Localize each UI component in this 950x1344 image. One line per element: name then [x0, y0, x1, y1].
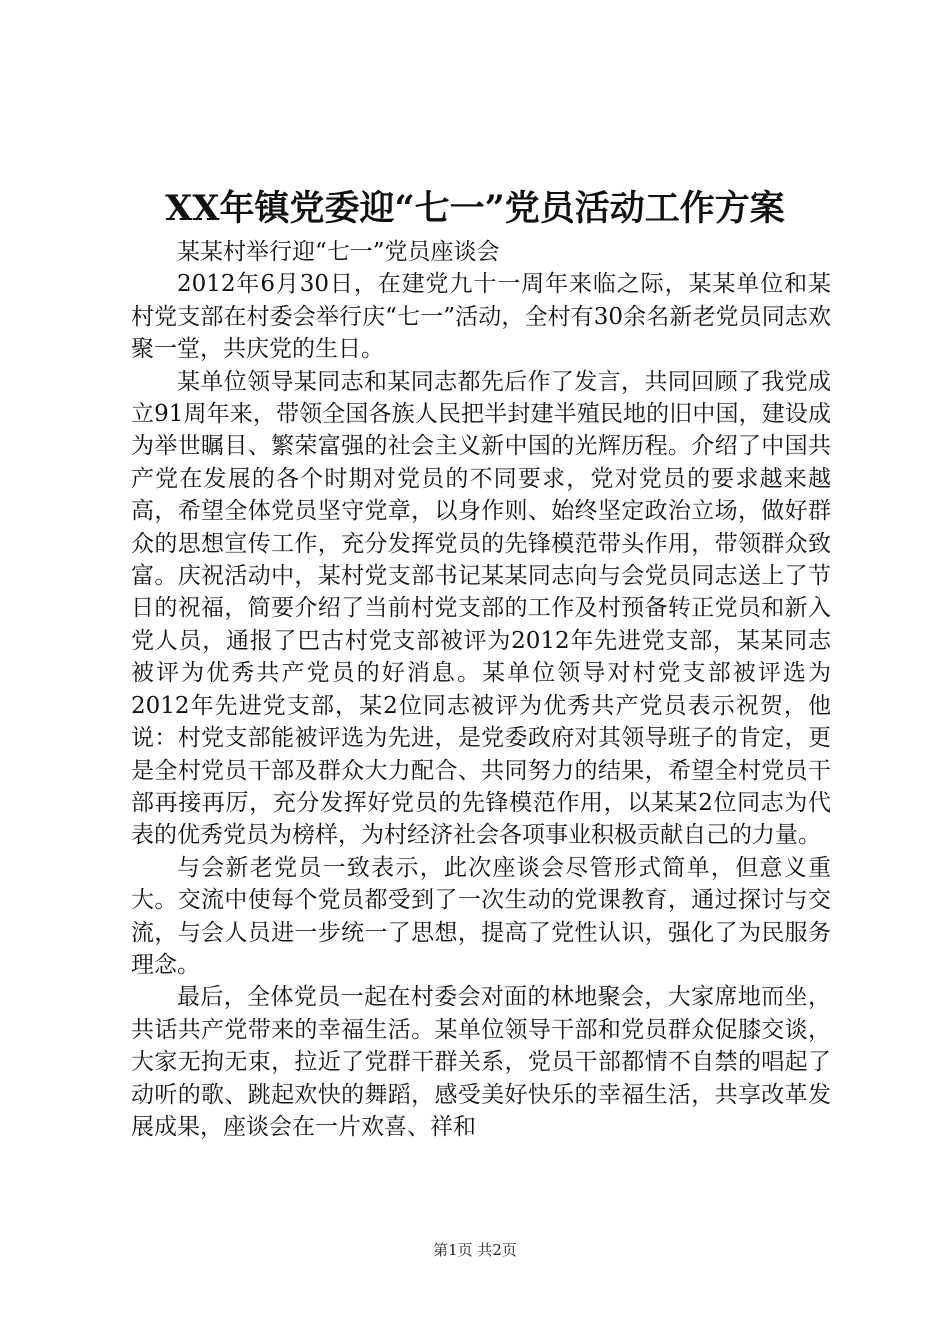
- page-footer: 第1页 共2页: [433, 1241, 517, 1259]
- paragraph-2: 某单位领导某同志和某同志都先后作了发言，共同回顾了我党成立91周年来，带领全国各族人民把半封建半殖民地的旧中国，建设成为举世瞩目、繁荣富强的社会主义新中国的光辉历程。介绍了中国共产党在发展的各个时期对党员的不同要求，党对党员的要求越来越高，希望全体党员坚守党章，以身作则、始终坚定政治立场，做好群众的思想宣传工作，充分发挥党员的先锋模范带头作用，带领群众致富。庆祝活动中，某村党支部书记某某同志向与会党员同志送上了节日的祝福，简要介绍了当前村党支部的工作及村预备转正党员和新入党人员，通报了巴古村党支部被评为2012年先进党支部，某某同志被评为优秀共产党员的好消息。某单位领导对村党支部被评选为2012年先进党支部，某2位同志被评为优秀共产党员表示祝贺，他说：村党支部能被评选为先进，是党委政府对其领导班子的肯定，更是全村党员干部及群众大力配合、共同努力的结果，希望全村党员干部再接再厉，充分发挥好党员的先锋模范作用，以某某2位同志为代表的优秀党员为榜样，为村经济社会各项事业积极贡献自己的力量。: [131, 368, 831, 849]
- paragraph-3: 与会新老党员一致表示，此次座谈会尽管形式简单，但意义重大。交流中使每个党员都受到了一次生动的党课教育，通过探讨与交流，与会人员进一步统一了思想，提高了党性认识，强化了为民服务理念。: [131, 854, 831, 978]
- document-title: XX年镇党委迎“七一”党员活动工作方案: [165, 188, 785, 229]
- document-body: [131, 236, 831, 1143]
- paragraph-4: 最后，全体党员一起在村委会对面的林地聚会，大家席地而坐，共话共产党带来的幸福生活。某单位领导干部和党员群众促膝交谈，大家无拘无束，拉近了党群干群关系，党员干部都情不自禁的唱起了动听的歌、跳起欢快的舞蹈，感受美好快乐的幸福生活，共享改革发展成果，座谈会在一片欢喜、祥和: [131, 984, 831, 1140]
- paragraph-1: 2012年6月30日，在建党九十一周年来临之际，某某单位和某村党支部在村委会举行庆“七一”活动，全村有30余名新老党员同志欢聚一堂，共庆党的生日。: [131, 271, 831, 363]
- document-subtitle: 某某村举行迎“七一”党员座谈会: [177, 239, 500, 265]
